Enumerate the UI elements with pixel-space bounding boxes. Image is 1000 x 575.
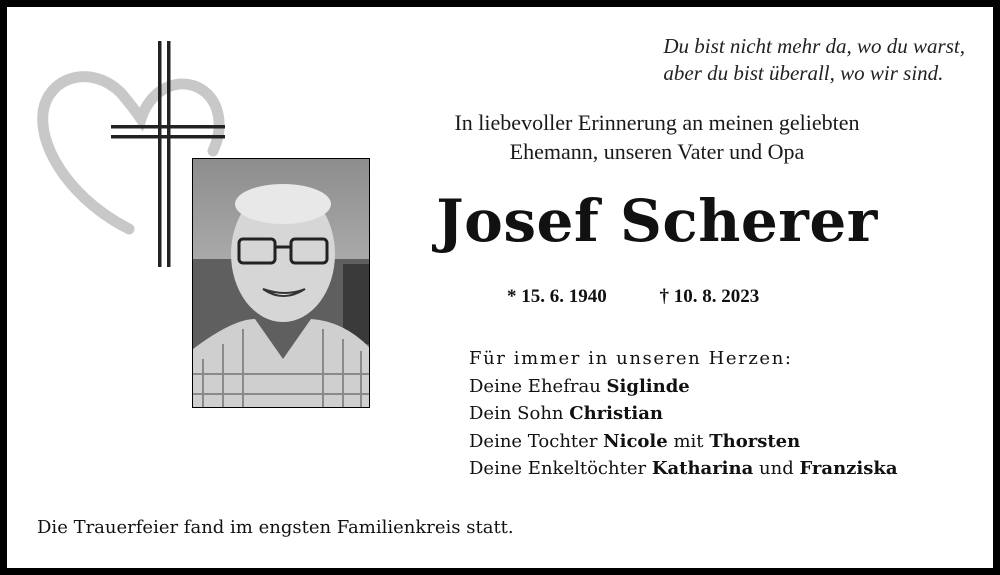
mourner-connector: und <box>759 458 794 479</box>
death-date: † 10. 8. 2023 <box>659 286 760 307</box>
mourner-granddaughters <box>469 455 898 483</box>
intro-text <box>377 108 937 166</box>
intro-line-1: In liebevoller Erinnerung an meinen geliebten <box>454 110 860 135</box>
mourner-name: Franziska <box>799 458 898 479</box>
mourner-name: Siglinde <box>606 375 690 397</box>
memorial-quote <box>663 33 965 87</box>
mourner-name: Katharina <box>651 458 754 479</box>
mourner-daughter <box>469 428 898 456</box>
mourner-relation: Deine Enkeltöchter <box>469 458 647 479</box>
mourner-wife <box>469 373 898 401</box>
mourner-relation: Dein Sohn <box>469 403 564 424</box>
mourner-name: Christian <box>569 403 664 424</box>
mourners-heading: Für immer in unseren Herzen: <box>469 348 793 369</box>
quote-line-2: aber du bist überall, wo wir sind. <box>663 61 944 85</box>
mourners-list <box>469 345 898 483</box>
mourner-name: Thorsten <box>709 430 801 452</box>
intro-line-2: Ehemann, unseren Vater und Opa <box>509 139 805 164</box>
deceased-name: Josef Scherer <box>436 187 878 255</box>
quote-line-1: Du bist nicht mehr da, wo du warst, <box>663 34 965 58</box>
mourner-relation: Deine Ehefrau <box>469 375 601 397</box>
mourner-son <box>469 400 898 428</box>
portrait-photo <box>192 158 370 408</box>
mourner-relation: Deine Tochter <box>469 430 598 452</box>
funeral-notice: Die Trauerfeier fand im engsten Familienkreis statt. <box>37 517 514 538</box>
life-dates <box>507 286 759 308</box>
mourner-connector: mit <box>673 430 704 452</box>
mourner-name: Nicole <box>603 430 668 452</box>
birth-date: * 15. 6. 1940 <box>507 286 607 307</box>
